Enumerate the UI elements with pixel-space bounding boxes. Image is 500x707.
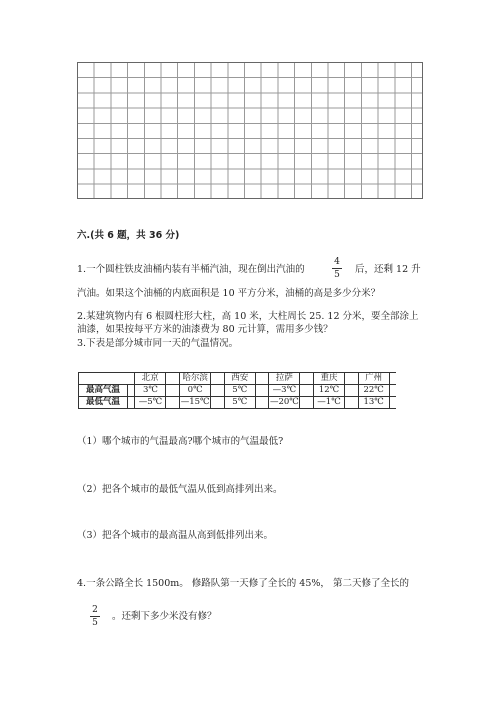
- table-cell: 0℃: [173, 385, 218, 397]
- table-cell: —3℃: [262, 385, 307, 397]
- q4-fraction-numerator: 2: [92, 605, 98, 615]
- fraction-bar: [332, 268, 342, 269]
- q1-line1-a: 1.一个圆柱铁皮油桶内装有半桶汽油，现在倒出汽油的: [77, 264, 305, 275]
- table-cell: —20℃: [262, 397, 307, 409]
- table-cell: —1℃: [307, 397, 352, 409]
- q4-fraction-denominator: 5: [92, 618, 98, 628]
- q1-fraction: [332, 257, 342, 280]
- table-header-row: [79, 373, 397, 385]
- temperature-table: [78, 372, 396, 409]
- table-header-cell: 拉萨: [262, 373, 307, 385]
- q3-intro: 3.下表是部分城市同一天的气温情况。: [77, 338, 239, 349]
- table-header-cell: 重庆: [307, 373, 352, 385]
- table-cell: 13℃: [351, 397, 396, 409]
- table-cell: —5℃: [128, 397, 173, 409]
- row-label: 最低气温: [79, 397, 128, 409]
- table-cell: 5℃: [217, 397, 262, 409]
- q1-fraction-denominator: 5: [334, 270, 340, 280]
- fraction-bar: [90, 616, 100, 617]
- table-row: [79, 397, 397, 409]
- q2-line2: 油漆，如果按每平方米的油漆费为 80 元计算，需用多少钱？: [77, 324, 333, 335]
- table-cell: —15℃: [173, 397, 218, 409]
- row-label: 最高气温: [79, 385, 128, 397]
- table-cell: 3℃: [128, 385, 173, 397]
- section-heading: 六.(共 6 题，共 36 分): [77, 230, 180, 241]
- table-header-cell: 西安: [217, 373, 262, 385]
- table-cell: 22℃: [351, 385, 396, 397]
- q2-line1: 2.某建筑物内有 6 根圆柱形大柱，高 10 米，大柱周长 25. 12 分米，要全部涂上: [77, 311, 419, 322]
- q1-line1-b: 后，还剩 12 升: [355, 264, 421, 275]
- writing-grid: [77, 62, 423, 199]
- q4-line2: 。还剩下多少米没有修？: [112, 611, 217, 622]
- table-cell: 12℃: [307, 385, 352, 397]
- q3-sub2: （2）把各个城市的最低气温从低到高排列出来。: [77, 484, 283, 495]
- q3-sub3: （3）把各个城市的最高温从高到低排列出来。: [77, 530, 274, 541]
- q1-fraction-numerator: 4: [334, 257, 340, 267]
- table-header-cell: 广州: [351, 373, 396, 385]
- table-header-cell: 北京: [128, 373, 173, 385]
- table-cell: 5℃: [217, 385, 262, 397]
- q4-line1: 4.一条公路全长 1500m。 修路队第一天修了全长的 45%， 第二天修了全长的: [77, 578, 409, 589]
- q4-fraction: [90, 605, 100, 628]
- table-header-cell: 哈尔滨: [173, 373, 218, 385]
- table-row: [79, 385, 397, 397]
- table-corner: [79, 373, 128, 385]
- q3-sub1: （1）哪个城市的气温最高?哪个城市的气温最低?: [77, 436, 284, 447]
- q1-line2: 汽油。如果这个油桶的内底面积是 10 平方分米，油桶的高是多少分米？: [77, 288, 381, 299]
